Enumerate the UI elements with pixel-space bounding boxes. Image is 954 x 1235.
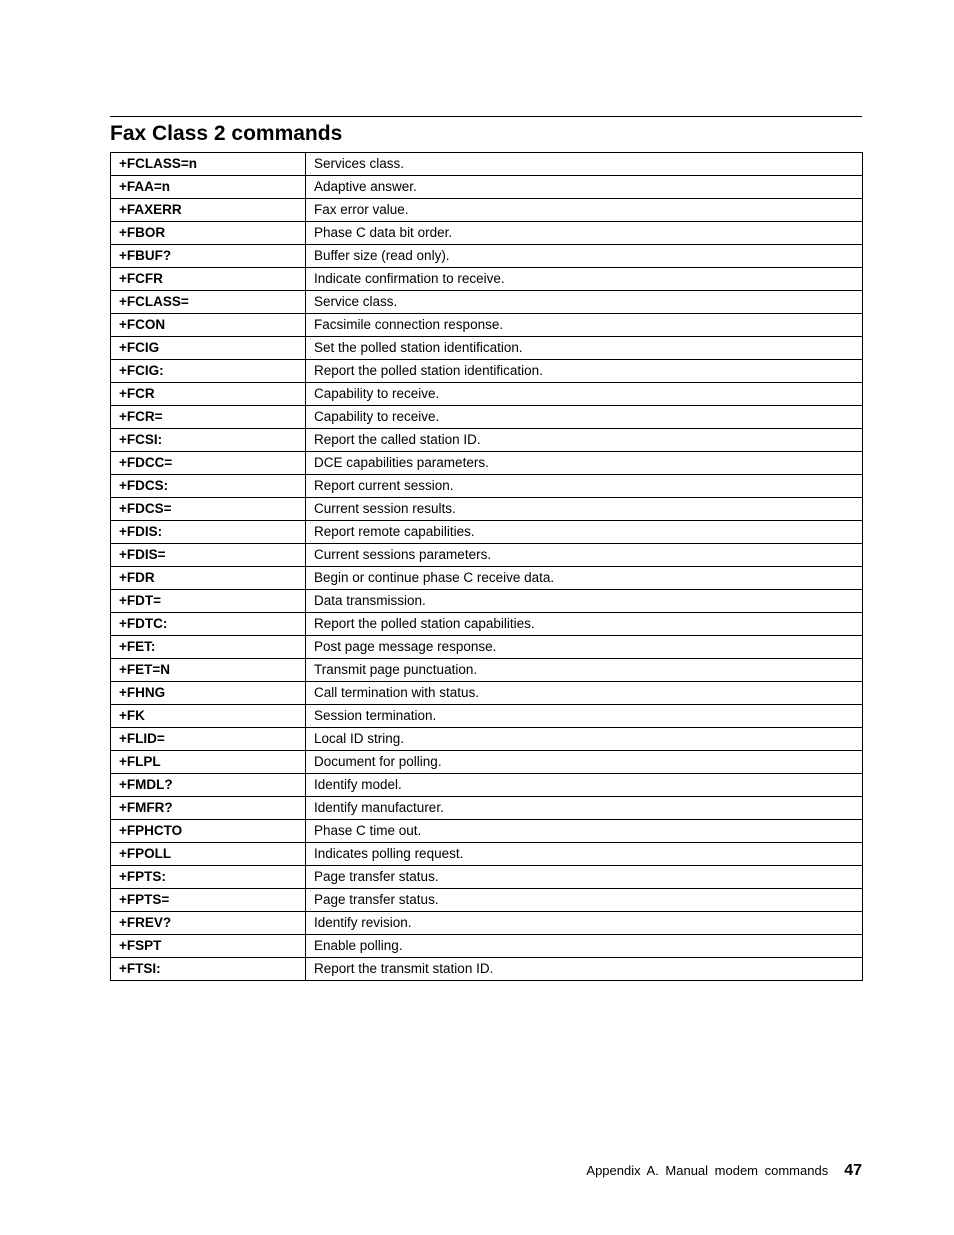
description-cell: Current session results. [306,498,863,521]
command-cell: +FCR [111,383,306,406]
description-cell: Document for polling. [306,751,863,774]
command-cell: +FET=N [111,659,306,682]
table-row [111,337,863,360]
table-row [111,498,863,521]
command-cell: +FPTS: [111,866,306,889]
command-cell: +FREV? [111,912,306,935]
command-cell: +FPOLL [111,843,306,866]
table-row [111,521,863,544]
command-cell: +FLPL [111,751,306,774]
description-cell: Begin or continue phase C receive data. [306,567,863,590]
command-cell: +FTSI: [111,958,306,981]
command-cell: +FDTC: [111,613,306,636]
command-cell: +FK [111,705,306,728]
table-row [111,843,863,866]
table-row [111,912,863,935]
description-cell: Current sessions parameters. [306,544,863,567]
table-row [111,889,863,912]
command-cell: +FAA=n [111,176,306,199]
section-title: Fax Class 2 commands [110,122,343,145]
command-cell: +FCSI: [111,429,306,452]
table-row [111,544,863,567]
description-cell: Phase C data bit order. [306,222,863,245]
command-cell: +FDIS= [111,544,306,567]
table-row [111,935,863,958]
description-cell: Identify model. [306,774,863,797]
table-row [111,774,863,797]
table-row [111,406,863,429]
command-cell: +FLID= [111,728,306,751]
command-cell: +FCLASS=n [111,153,306,176]
table-row [111,314,863,337]
table-row [111,268,863,291]
table-row [111,452,863,475]
footer-chapter-title: Appendix A. Manual modem commands [586,1163,829,1178]
table-row [111,820,863,843]
table-row [111,797,863,820]
command-cell: +FPHCTO [111,820,306,843]
table-row [111,222,863,245]
description-cell: Phase C time out. [306,820,863,843]
command-cell: +FCIG [111,337,306,360]
description-cell: Session termination. [306,705,863,728]
description-cell: Set the polled station identification. [306,337,863,360]
description-cell: Capability to receive. [306,383,863,406]
page-footer [586,1162,862,1184]
table-row [111,360,863,383]
command-cell: +FAXERR [111,199,306,222]
description-cell: Transmit page punctuation. [306,659,863,682]
table-row [111,153,863,176]
description-cell: Page transfer status. [306,889,863,912]
description-cell: Page transfer status. [306,866,863,889]
commands-table-body [111,153,863,981]
table-row [111,590,863,613]
command-cell: +FBUF? [111,245,306,268]
description-cell: Indicate confirmation to receive. [306,268,863,291]
command-cell: +FMFR? [111,797,306,820]
table-row [111,705,863,728]
description-cell: Adaptive answer. [306,176,863,199]
description-cell: Call termination with status. [306,682,863,705]
description-cell: Identify manufacturer. [306,797,863,820]
description-cell: Report the polled station capabilities. [306,613,863,636]
command-cell: +FET: [111,636,306,659]
command-cell: +FDR [111,567,306,590]
command-cell: +FHNG [111,682,306,705]
table-row [111,567,863,590]
description-cell: Facsimile connection response. [306,314,863,337]
table-row [111,636,863,659]
table-row [111,659,863,682]
description-cell: Service class. [306,291,863,314]
command-cell: +FCR= [111,406,306,429]
description-cell: Capability to receive. [306,406,863,429]
table-row [111,682,863,705]
command-cell: +FMDL? [111,774,306,797]
description-cell: Services class. [306,153,863,176]
command-cell: +FPTS= [111,889,306,912]
table-row [111,751,863,774]
command-cell: +FCIG: [111,360,306,383]
table-row [111,176,863,199]
command-cell: +FDCS: [111,475,306,498]
table-row [111,291,863,314]
description-cell: Local ID string. [306,728,863,751]
table-row [111,475,863,498]
command-cell: +FSPT [111,935,306,958]
command-cell: +FDIS: [111,521,306,544]
table-row [111,245,863,268]
description-cell: Report the called station ID. [306,429,863,452]
command-cell: +FDT= [111,590,306,613]
command-cell: +FCON [111,314,306,337]
description-cell: Report remote capabilities. [306,521,863,544]
description-cell: Post page message response. [306,636,863,659]
description-cell: Fax error value. [306,199,863,222]
description-cell: Enable polling. [306,935,863,958]
description-cell: Indicates polling request. [306,843,863,866]
table-row [111,866,863,889]
description-cell: Report current session. [306,475,863,498]
description-cell: Identify revision. [306,912,863,935]
table-row [111,383,863,406]
command-cell: +FCFR [111,268,306,291]
command-cell: +FDCC= [111,452,306,475]
description-cell: DCE capabilities parameters. [306,452,863,475]
page-number: 47 [844,1162,862,1179]
command-cell: +FBOR [111,222,306,245]
description-cell: Buffer size (read only). [306,245,863,268]
description-cell: Report the polled station identification. [306,360,863,383]
table-row [111,958,863,981]
table-row [111,613,863,636]
table-row [111,429,863,452]
table-row [111,199,863,222]
top-rule [110,116,862,117]
command-cell: +FDCS= [111,498,306,521]
commands-table [110,152,863,981]
description-cell: Report the transmit station ID. [306,958,863,981]
description-cell: Data transmission. [306,590,863,613]
table-row [111,728,863,751]
command-cell: +FCLASS= [111,291,306,314]
